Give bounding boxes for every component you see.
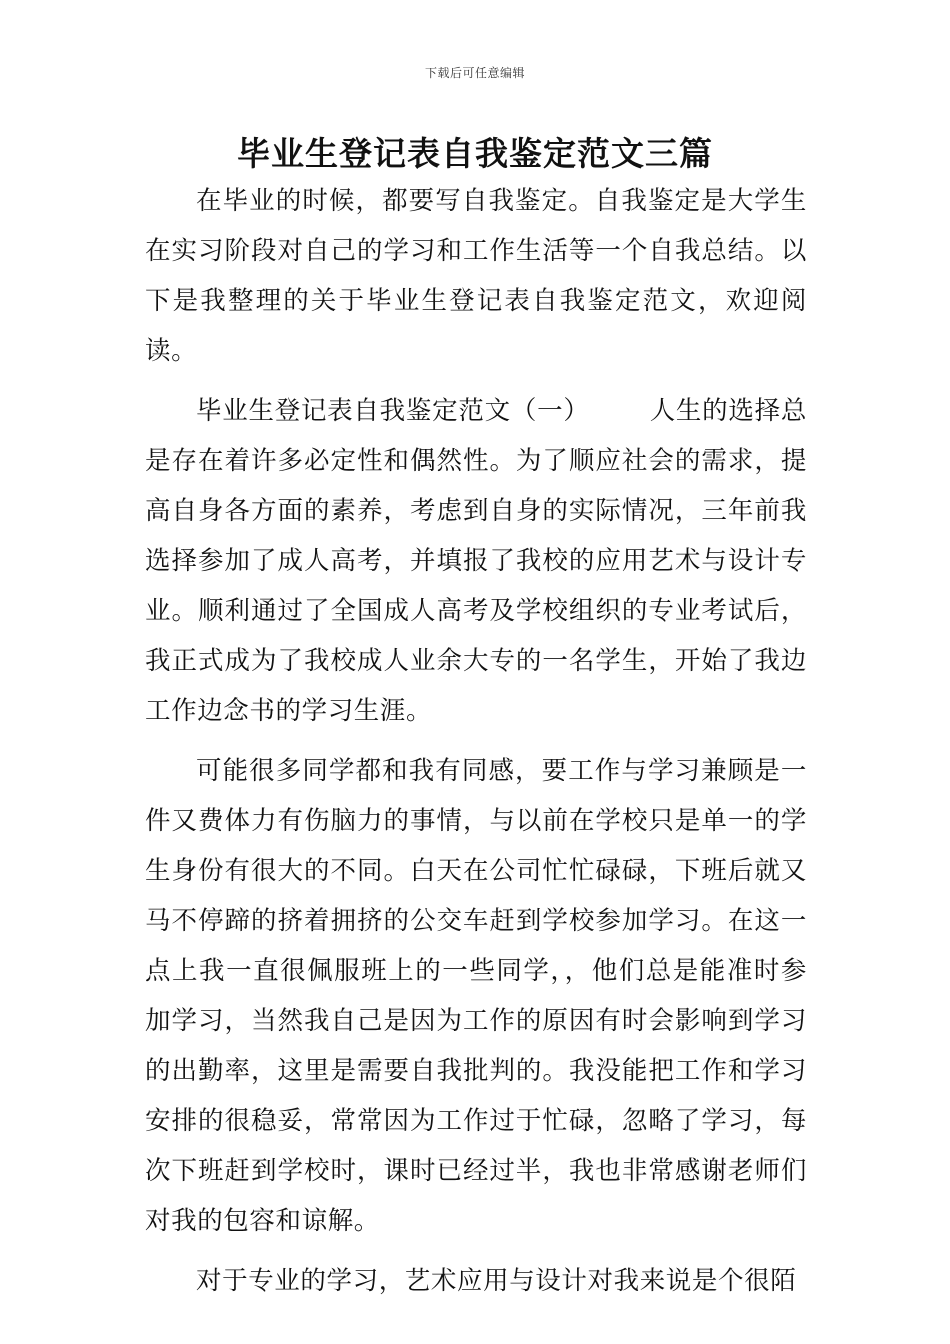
- section1-paragraph-1-text: 人生的选择总是存在着许多必定性和偶然性。为了顺应社会的需求，提高自身各方面的素养，考虑到自身的实际情况，三年前我选择参加了成人高考，并填报了我校的应用艺术与设计专业。顺利通过了全国成人高考及学校组织的专业考试后，我正式成为了我校成人业余大专的一名学生，开始了我边工作边念书的学习生涯。: [145, 396, 807, 726]
- section1-paragraph-2: 可能很多同学都和我有同感，要工作与学习兼顾是一件又费体力有伤脑力的事情，与以前在学校只是单一的学生身份有很大的不同。白天在公司忙忙碌碌，下班后就又马不停蹄的挤着拥挤的公交车赶到学校参加学习。在这一点上我一直很佩服班上的一些同学，，他们总是能准时参加学习，当然我自己是因为工作的原因有时会影响到学习的出勤率，这里是需要自我批判的。我没能把工作和学习安排的很稳妥，常常因为工作过于忙碌，忽略了学习，每次下班赶到学校时，课时已经过半，我也非常感谢老师们对我的包容和谅解。: [145, 756, 807, 1236]
- intro-paragraph: 在毕业的时候，都要写自我鉴定。自我鉴定是大学生在实习阶段对自己的学习和工作生活等一个自我总结。以下是我整理的关于毕业生登记表自我鉴定范文，欢迎阅读。: [145, 186, 807, 366]
- document-title: 毕业生登记表自我鉴定范文三篇: [237, 134, 713, 173]
- header-note: 下载后可任意编辑: [424, 66, 525, 80]
- document-body: [145, 176, 807, 1316]
- section1-paragraph-3: 对于专业的学习，艺术应用与设计对我来说是个很陌: [196, 1266, 797, 1296]
- section1-paragraph-1: [145, 386, 807, 736]
- section1-heading: 毕业生登记表自我鉴定范文（一）: [196, 396, 590, 426]
